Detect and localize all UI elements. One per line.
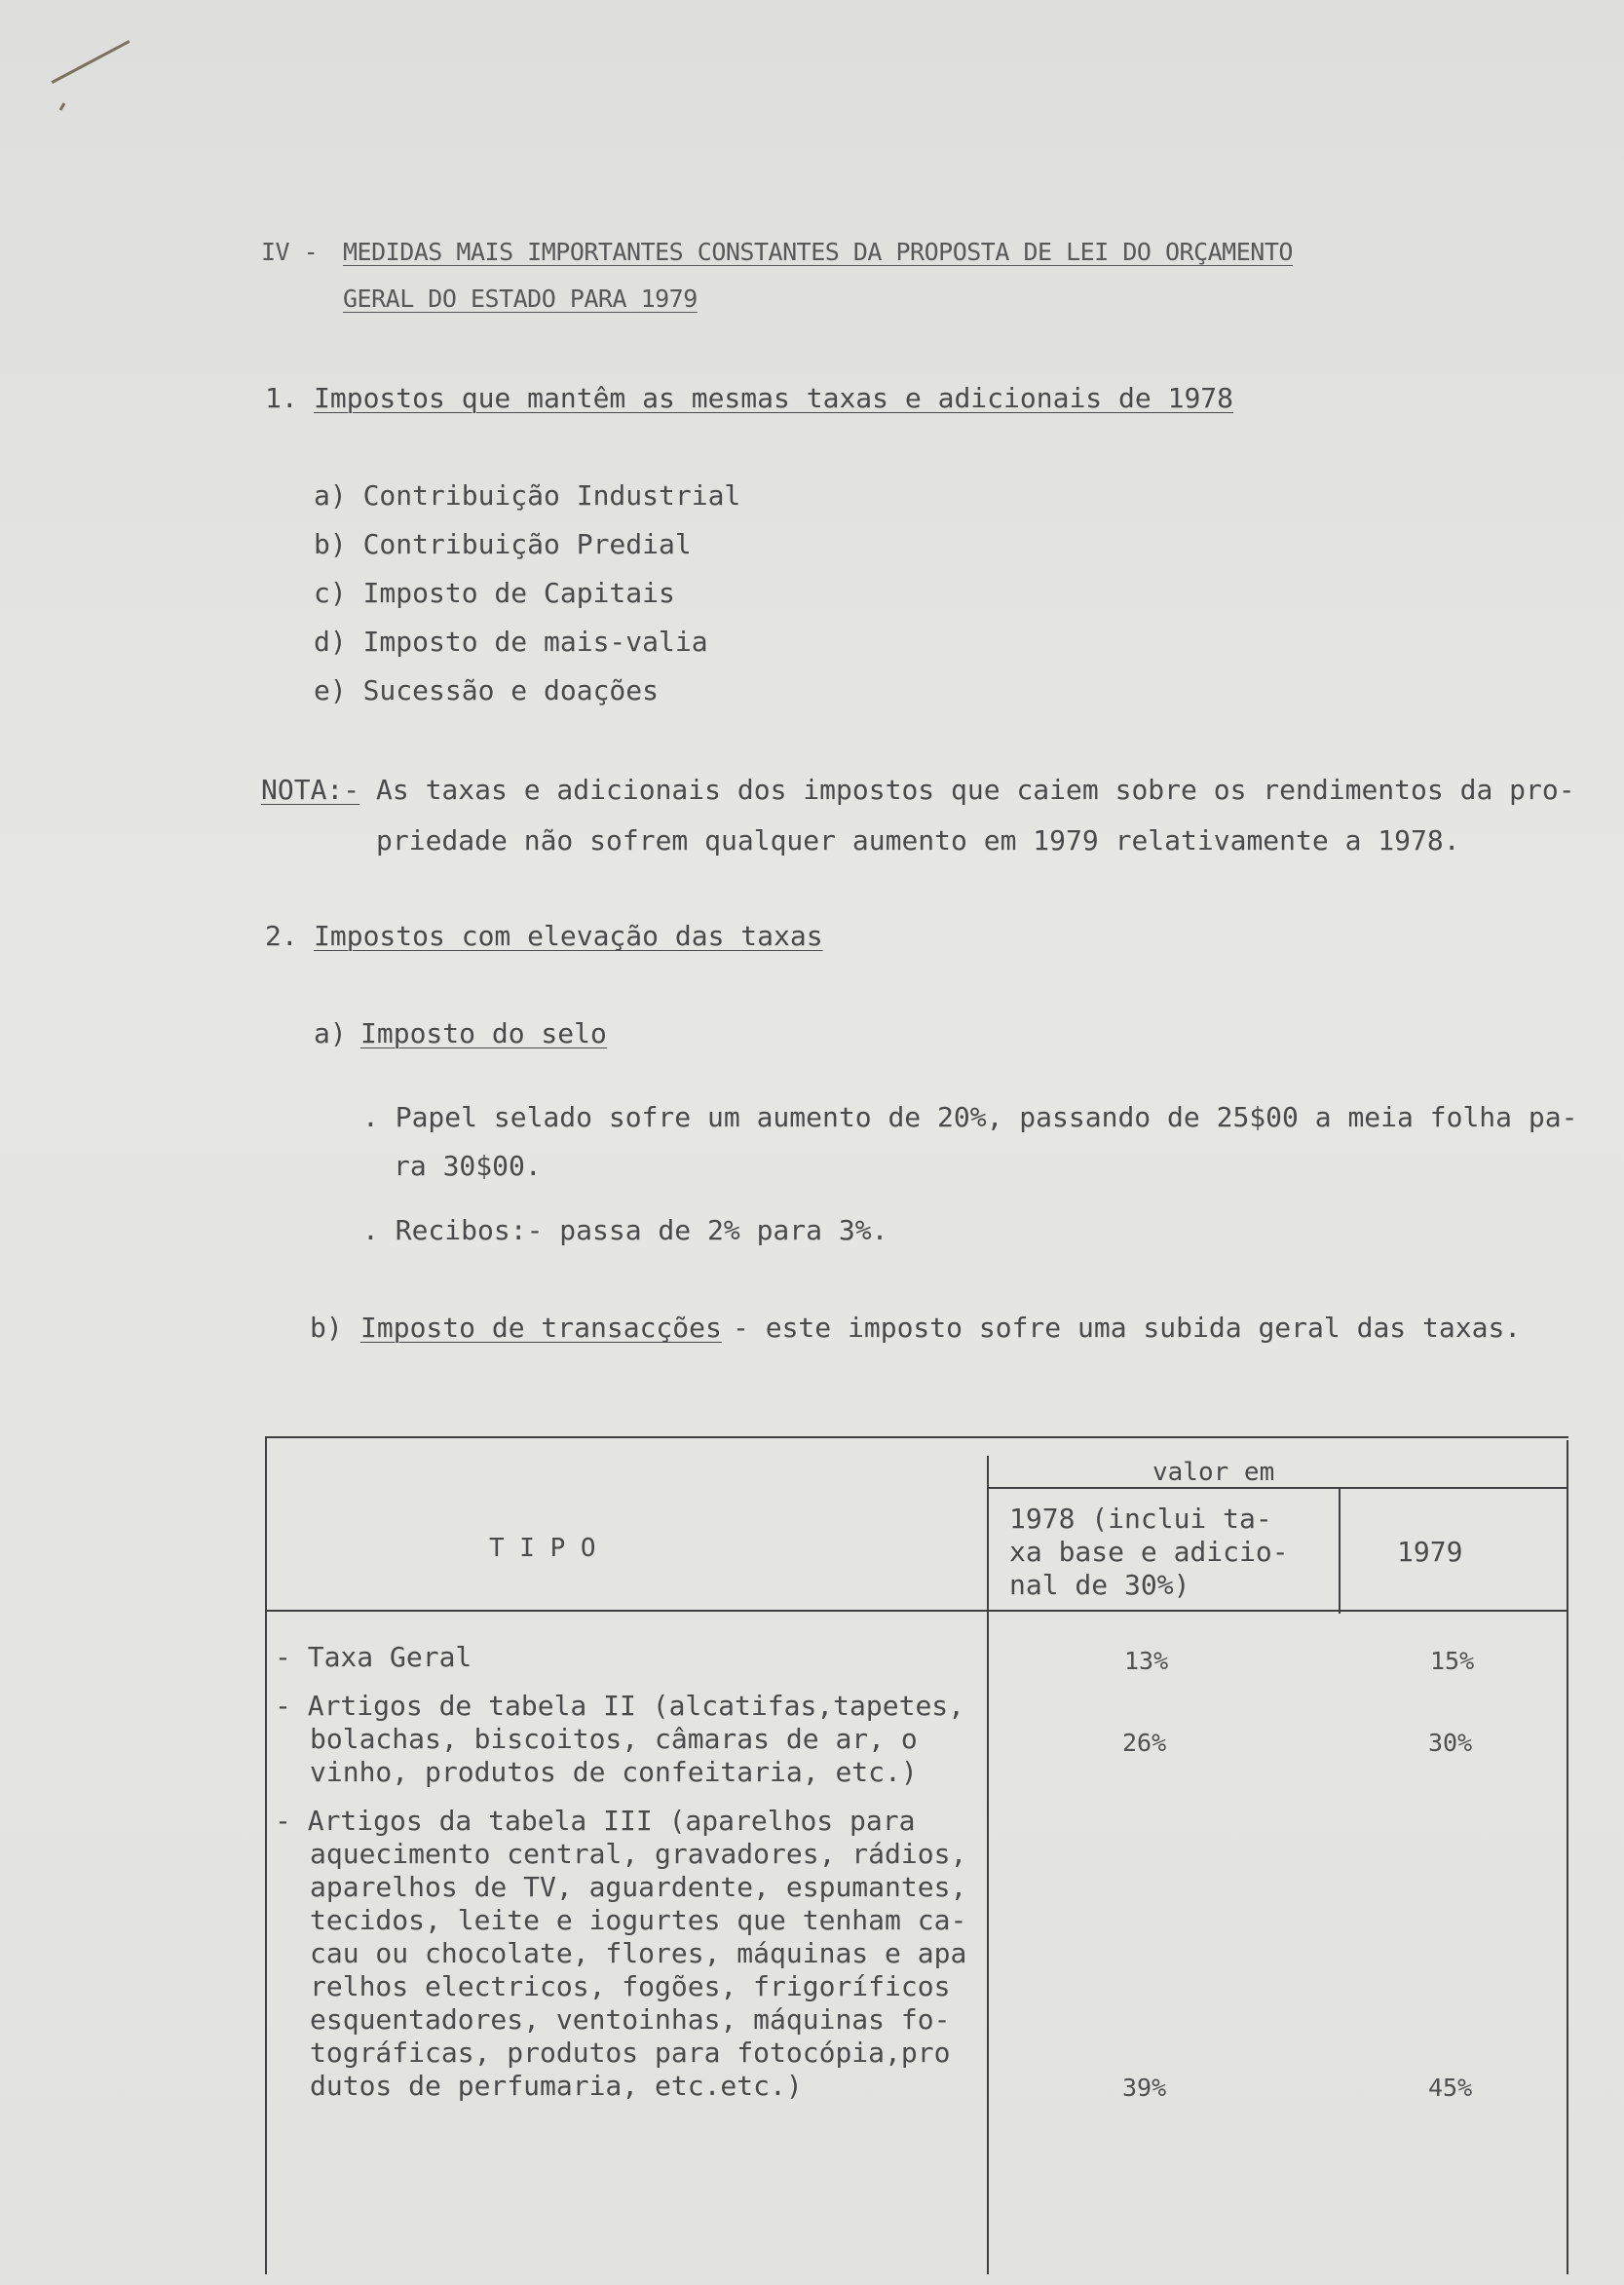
- item2-heading: Impostos com elevação das taxas: [314, 920, 823, 952]
- sub-b-label: b): [310, 1312, 343, 1344]
- item1-heading: Impostos que mantêm as mesmas taxas e adicionais de 1978: [314, 382, 1234, 414]
- column-header-1978: xa base e adicio-: [1009, 1536, 1289, 1568]
- column-header-1978: 1978 (inclui ta-: [1009, 1503, 1272, 1535]
- table-row-value-1979: 30%: [1428, 1729, 1473, 1757]
- bullet-text: ra 30$00.: [394, 1150, 542, 1182]
- bullet-text: . Papel selado sofre um aumento de 20%, passando de 25$00 a meia folha pa-: [362, 1101, 1578, 1133]
- table-border: [265, 1436, 267, 2274]
- list-item: a) Contribuição Industrial: [314, 479, 741, 512]
- table-row-tipo: vinho, produtos de confeitaria, etc.): [310, 1756, 918, 1788]
- pen-mark: [52, 40, 131, 84]
- sub-a-label: a): [314, 1017, 347, 1049]
- table-row-tipo: relhos electricos, fogões, frigoríficos: [310, 1970, 951, 2002]
- item2-number: 2.: [265, 920, 298, 952]
- table-row-value-1979: 45%: [1428, 2074, 1473, 2102]
- table-border: [1339, 1487, 1341, 1614]
- column-header-1979: 1979: [1397, 1536, 1463, 1568]
- list-item: c) Imposto de Capitais: [314, 577, 675, 609]
- table-row-value-1978: 26%: [1122, 1729, 1167, 1757]
- column-header-tipo: T I P O: [489, 1534, 596, 1563]
- table-row-value-1978: 39%: [1122, 2074, 1167, 2102]
- bullet-text: . Recibos:- passa de 2% para 3%.: [362, 1214, 888, 1246]
- list-item: d) Imposto de mais-valia: [314, 626, 708, 658]
- pen-mark: [59, 102, 66, 110]
- list-item: e) Sucessão e doações: [314, 674, 660, 706]
- table-row-value-1979: 15%: [1430, 1647, 1475, 1675]
- table-row-tipo: - Artigos de tabela II (alcatifas,tapetes,: [275, 1690, 965, 1722]
- table-row-value-1978: 13%: [1124, 1647, 1169, 1675]
- sub-b-heading: Imposto de transacções: [360, 1312, 722, 1344]
- column-header-1978: nal de 30%): [1009, 1569, 1190, 1601]
- section-title-line2: GERAL DO ESTADO PARA 1979: [343, 285, 698, 313]
- table-border: [265, 1610, 1568, 1612]
- sub-b-text: - este imposto sofre uma subida geral das taxas.: [733, 1312, 1522, 1344]
- section-title-line1: MEDIDAS MAIS IMPORTANTES CONSTANTES DA PROPOSTA DE LEI DO ORÇAMENTO: [343, 238, 1293, 266]
- nota-text-line2: priedade não sofrem qualquer aumento em 1979 relativamente a 1978.: [376, 824, 1460, 857]
- table-row-tipo: tográficas, produtos para fotocópia,pro: [310, 2037, 951, 2069]
- nota-label: NOTA:-: [261, 774, 360, 806]
- table-row-tipo: aquecimento central, gravadores, rádios,: [310, 1838, 967, 1870]
- table-row-tipo: esquentadores, ventoinhas, máquinas fo-: [310, 2003, 951, 2036]
- table-row-tipo: dutos de perfumaria, etc.etc.): [310, 2070, 803, 2102]
- sub-a-heading: Imposto do selo: [360, 1017, 607, 1049]
- nota-text-line1: As taxas e adicionais dos impostos que caiem sobre os rendimentos da pro-: [376, 774, 1575, 806]
- table-row-tipo: bolachas, biscoitos, câmaras de ar, o: [310, 1723, 918, 1755]
- table-border: [265, 1436, 1568, 1438]
- table-row-tipo: - Taxa Geral: [275, 1641, 472, 1673]
- list-item: b) Contribuição Predial: [314, 528, 692, 560]
- section-number: IV -: [261, 238, 319, 266]
- header-group-label: valor em: [1152, 1458, 1275, 1487]
- table-border: [1567, 1440, 1568, 2274]
- item1-number: 1.: [265, 382, 298, 414]
- table-row-tipo: - Artigos da tabela III (aparelhos para: [275, 1805, 916, 1837]
- table-row-tipo: aparelhos de TV, aguardente, espumantes,: [310, 1871, 967, 1903]
- table-border: [989, 1487, 1568, 1489]
- table-border: [987, 1456, 989, 2274]
- table-row-tipo: cau ou chocolate, flores, máquinas e apa: [310, 1937, 967, 1969]
- table-row-tipo: tecidos, leite e iogurtes que tenham ca-: [310, 1904, 967, 1936]
